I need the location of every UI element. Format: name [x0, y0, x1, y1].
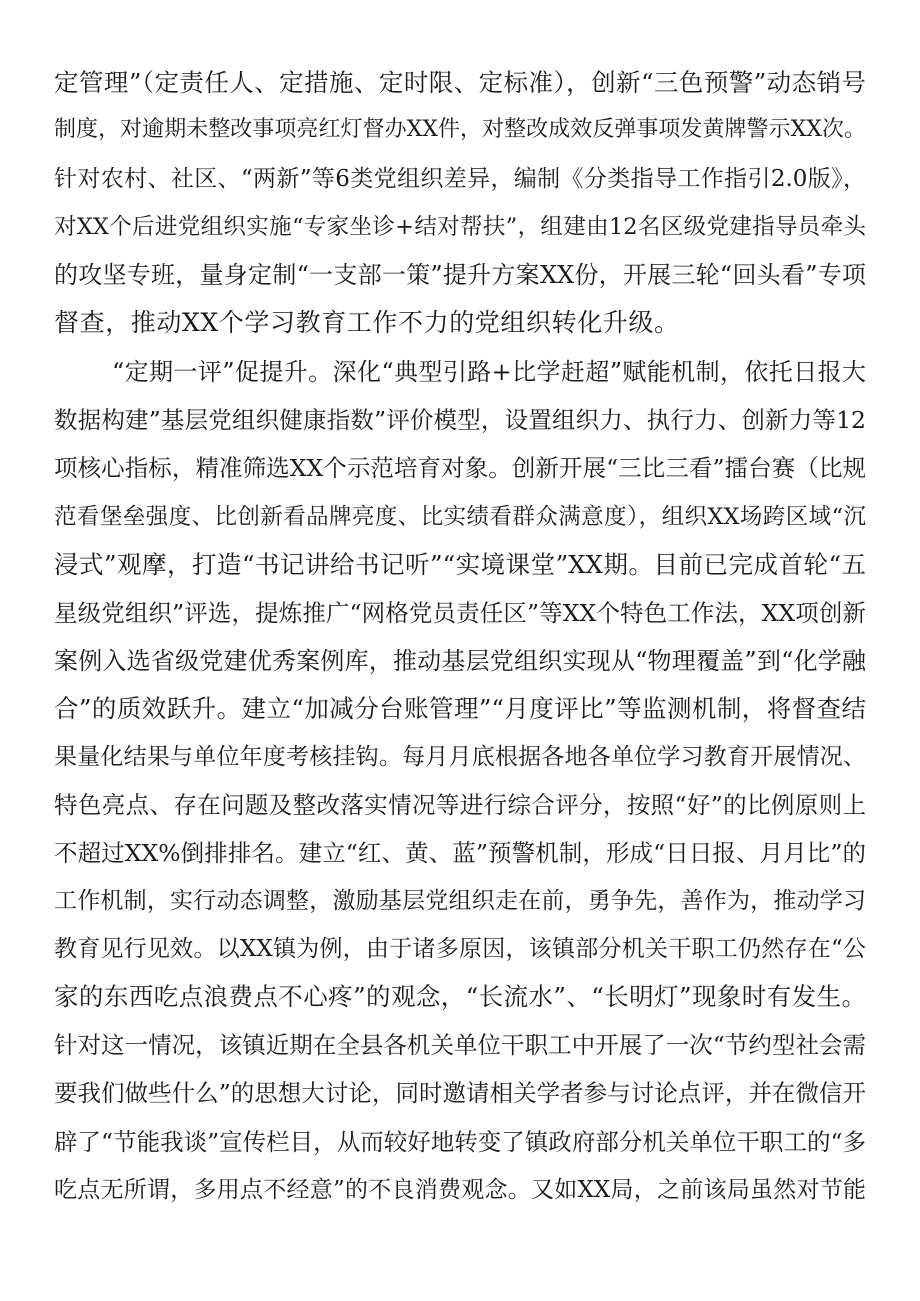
text-line: 果量化结果与单位年度考核挂钩。每月月底根据各地各单位学习教育开展情况、: [54, 744, 866, 770]
text-line: 要我们做些什么”的思想大讨论，同时邀请相关学者参与讨论点评，并在微信开: [54, 1079, 866, 1107]
text-line: 星级党组织”评选，提炼推广“网格党员责任区”等XX个特色工作法，XX项创新: [54, 599, 866, 627]
text-line: 工作机制，实行动态调整，激励基层党组织走在前，勇争先，善作为，推动学习: [54, 888, 866, 914]
text-line: 教育见行见效。以XX镇为例，由于诸多原因，该镇部分机关干职工仍然存在“公: [54, 936, 866, 962]
paragraph-heading-line: “定期一评”促提升。深化“典型引路+比学赶超”赋能机制，依托日报大: [112, 358, 866, 386]
text-line: 数据构建”基层党组织健康指数”评价模型，设置组织力、执行力、创新力等12: [54, 406, 866, 434]
text-line: 家的东西吃点浪费点不心疼”的观念，“长流水”、“长明灯”现象时有发生。: [54, 982, 866, 1011]
text-line: 辟了“节能我谈”宣传栏目，从而较好地转变了镇政府部分机关单位干职工的“多: [54, 1128, 866, 1156]
text-line: 浸式”观摩，打造“书记讲给书记听”“实境课堂”XX期。目前已完成首轮“五: [54, 550, 866, 579]
text-line: 吃点无所谓，多用点不经意”的不良消费观念。又如XX局，之前该局虽然对节能: [54, 1177, 866, 1203]
text-line: 对XX个后进党组织实施“专家坐诊+结对帮扶”，组建由12名区级党建指导员牵头: [54, 214, 866, 240]
text-line: 督查，推动XX个学习教育工作不力的党组织转化升级。: [54, 308, 680, 337]
text-line: 不超过XX%倒排排名。建立“红、黄、蓝”预警机制，形成“日日报、月月比”的: [54, 839, 866, 867]
text-line: 的攻坚专班，量身定制“一支部一策”提升方案XX份，开展三轮“回头看”专项: [54, 261, 866, 289]
text-line: 合”的质效跃升。建立“加减分台账管理”“月度评比”等监测机制，将督查结: [54, 694, 866, 723]
text-line: 制度，对逾期未整改事项亮红灯督办XX件，对整改成效反弹事项发黄牌警示XX次。: [54, 117, 866, 142]
text-line: 针对这一情况，该镇近期在全县各机关单位干职工中开展了一次“节约型社会需: [54, 1031, 866, 1059]
text-line: 定管理”（定责任人、定措施、定时限、定标准），创新“三色预警”动态销号: [54, 68, 866, 97]
text-line: 范看堡垒强度、比创新看品牌亮度、比实绩看群众满意度），组织XX场跨区域“沉: [54, 504, 866, 530]
text-line: 特色亮点、存在问题及整改落实情况等进行综合评分，按照“好”的比例原则上: [54, 791, 866, 819]
text-line: 案例入选省级党建优秀案例库，推动基层党组织实现从“物理覆盖”到“化学融: [54, 647, 866, 675]
text-line: 项核心指标，精准筛选XX个示范培育对象。创新开展“三比三看”擂台赛（比规: [54, 454, 866, 482]
text-line: 针对农村、社区、“两新”等6类党组织差异，编制《分类指导工作指引2.0版》，: [54, 166, 866, 192]
